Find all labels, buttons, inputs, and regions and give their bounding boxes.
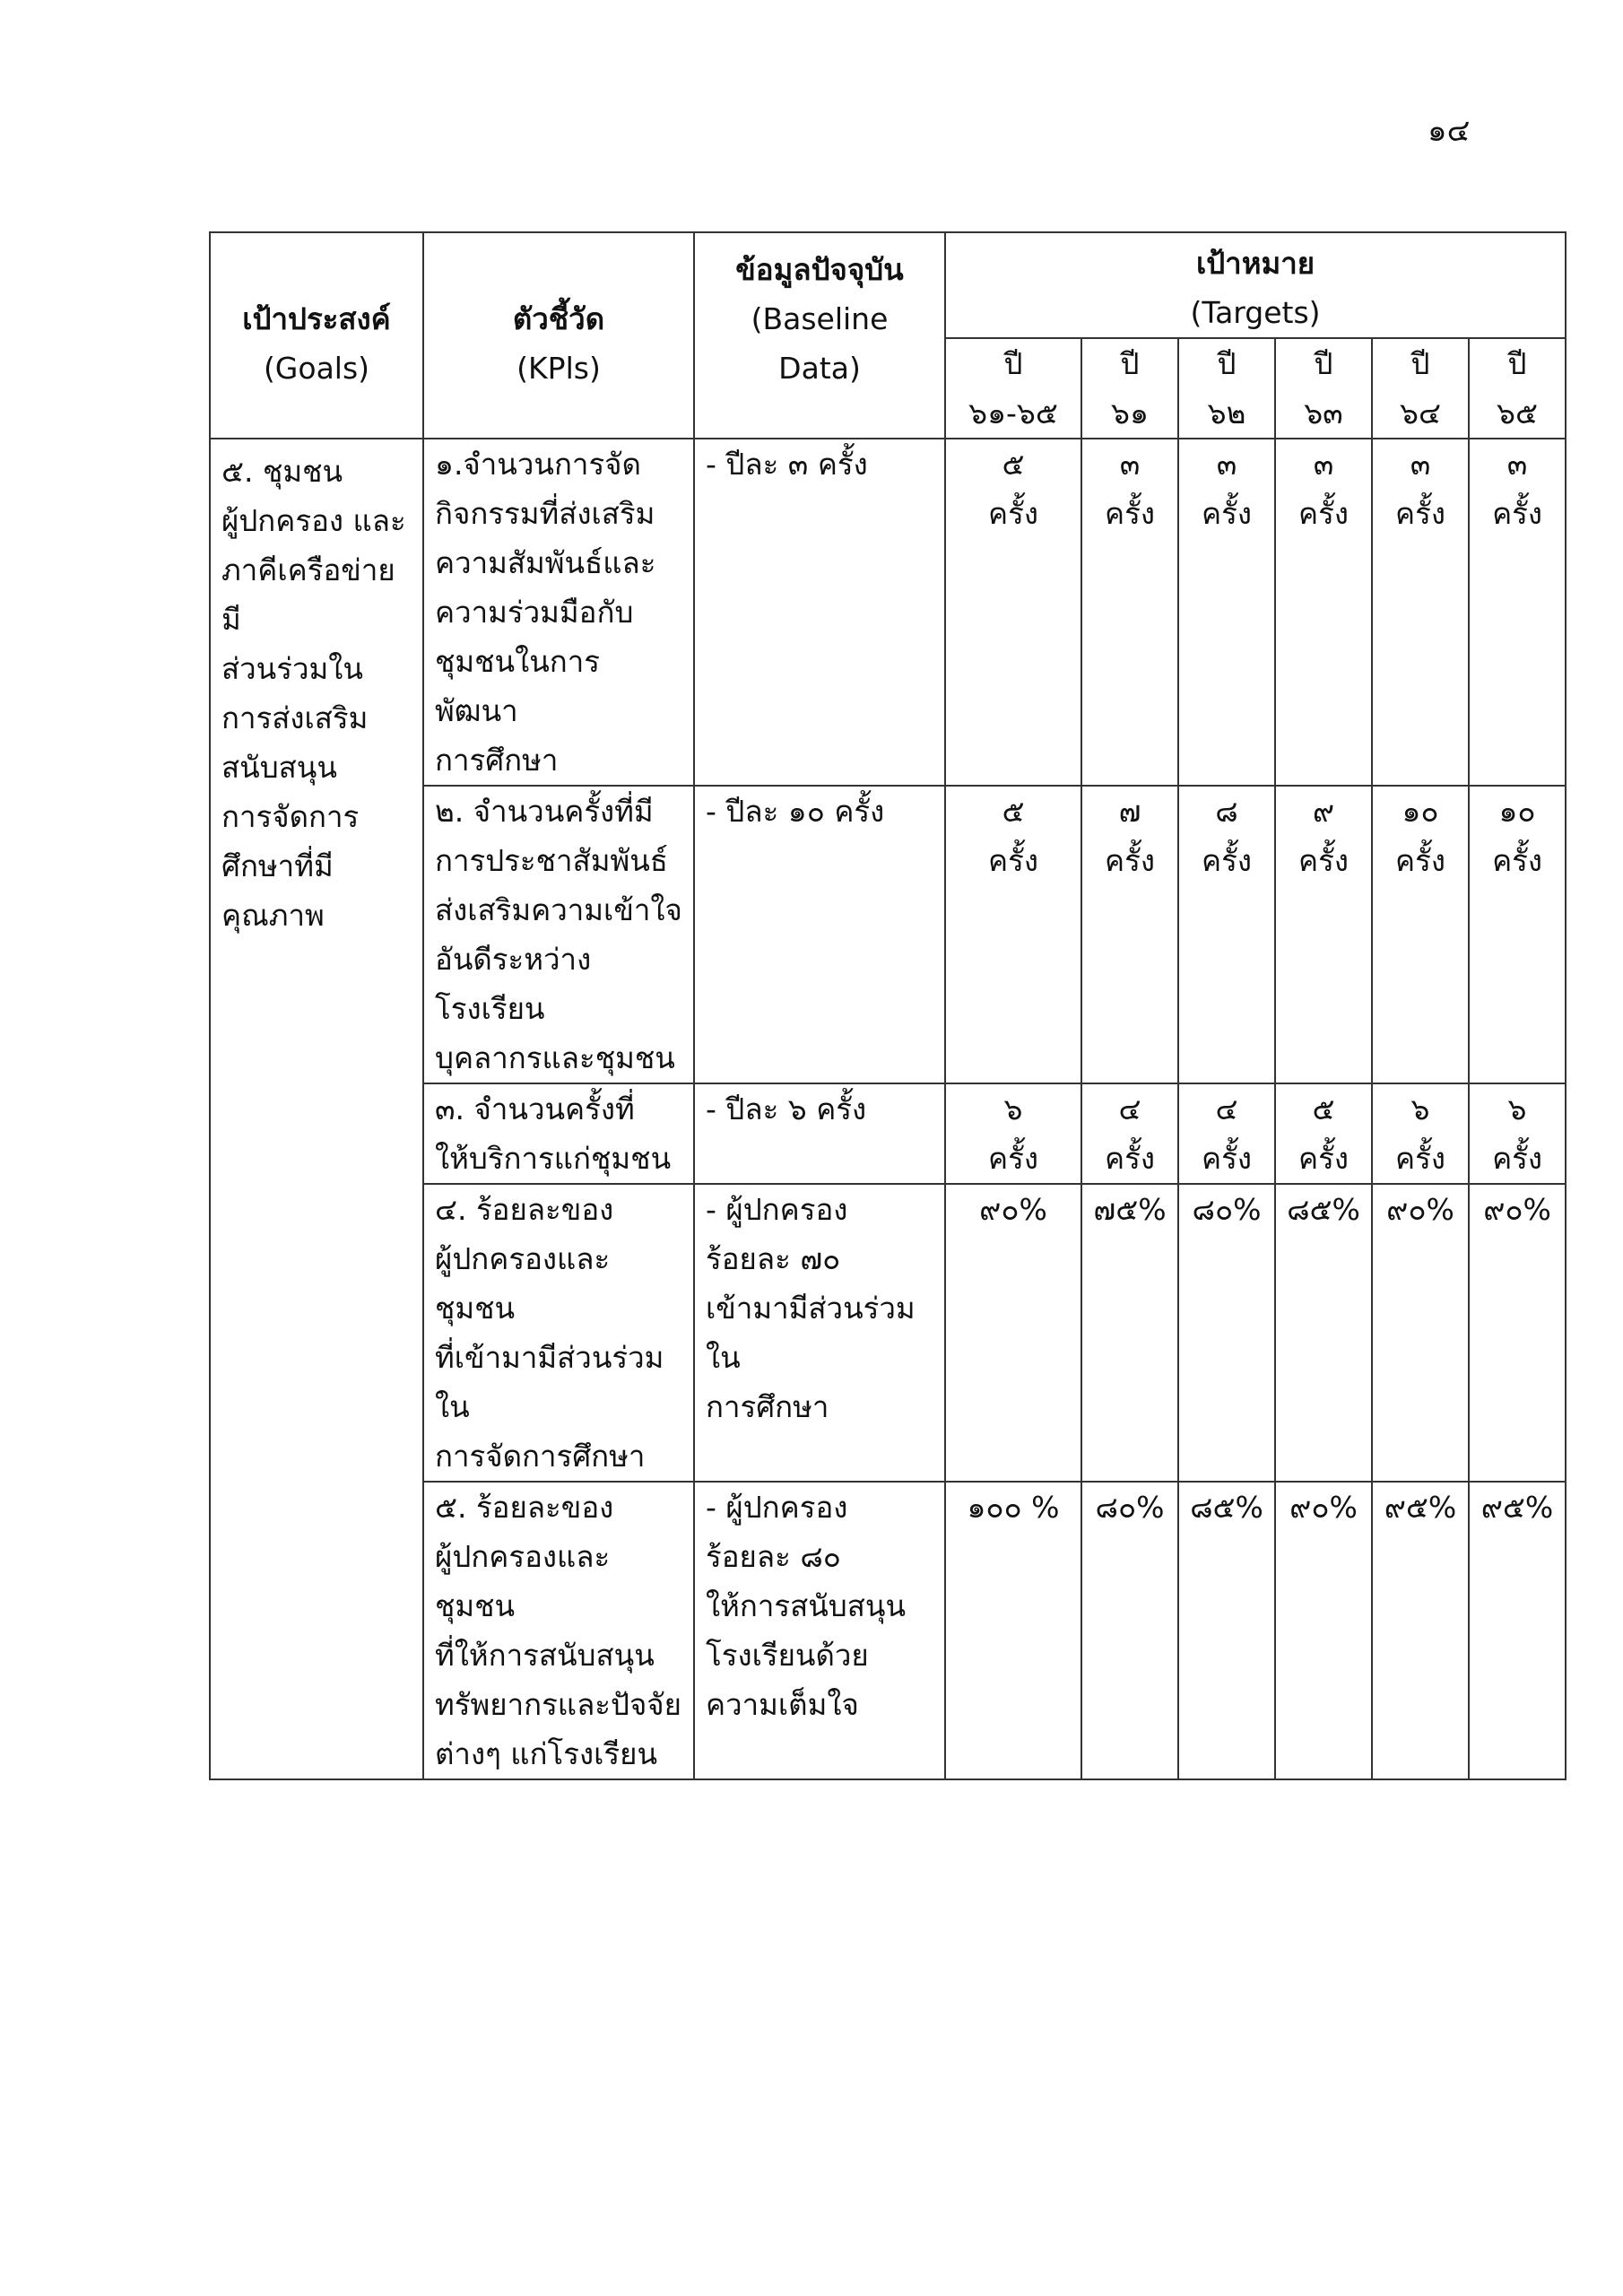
header-goals (210, 232, 423, 439)
target-cell (945, 439, 1081, 786)
goal-line: ภาคีเครือข่ายมี (221, 552, 395, 637)
table-row (210, 439, 1566, 786)
kpi-table (209, 231, 1567, 1780)
baseline-line: - ปีละ ๓ ครั้ง (706, 447, 868, 482)
target-value: ๙๐% (1483, 1192, 1551, 1227)
header-kpi (423, 232, 694, 439)
header-kpi-en: (KPls) (516, 351, 601, 386)
target-cell (1081, 1482, 1178, 1779)
header-targets (945, 232, 1566, 338)
target-unit: ครั้ง (1395, 1141, 1445, 1176)
header-baseline-th: ข้อมูลปัจจุบัน (735, 252, 904, 287)
header-year-0 (945, 338, 1081, 439)
baseline-cell (694, 1482, 945, 1779)
target-unit: ครั้ง (1492, 843, 1542, 878)
target-cell (1275, 439, 1372, 786)
kpi-line: ๓. จำนวนครั้งที่ (435, 1091, 635, 1126)
goal-line: การส่งเสริม (221, 700, 369, 735)
header-baseline-en: (Baseline Data) (751, 301, 889, 386)
header-year-2 (1178, 338, 1275, 439)
target-unit: ครั้ง (1105, 843, 1155, 878)
kpi-line: ผู้ปกครองและชุมชน (435, 1241, 611, 1326)
header-goals-en: (Goals) (263, 351, 370, 386)
kpi-line: ผู้ปกครองและชุมชน (435, 1539, 611, 1623)
kpi-line: ต่างๆ แก่โรงเรียน (435, 1736, 657, 1771)
baseline-line: - ปีละ ๖ ครั้ง (706, 1091, 867, 1126)
target-value: ๓ (1313, 447, 1334, 482)
header-kpi-th: ตัวชี้วัด (512, 301, 605, 336)
target-unit: ครั้ง (1298, 496, 1349, 531)
kpi-line: การศึกษา (435, 743, 559, 778)
target-value: ๑๐ (1402, 794, 1439, 829)
target-unit: ครั้ง (1202, 496, 1252, 531)
target-value: ๓ (1506, 447, 1528, 482)
target-unit: ครั้ง (1202, 1141, 1252, 1176)
header-targets-en: (Targets) (1190, 295, 1321, 330)
baseline-line: เข้ามามีส่วนร่วมใน (706, 1291, 916, 1375)
target-value: ๖ (1003, 1091, 1023, 1126)
baseline-line: ร้อยละ ๗๐ (706, 1241, 841, 1276)
header-year-4 (1372, 338, 1469, 439)
target-value: ๘๕% (1190, 1490, 1263, 1525)
kpi-line: ชุมชนในการพัฒนา (435, 644, 601, 728)
target-cell (1178, 439, 1275, 786)
target-unit: ครั้ง (988, 496, 1038, 531)
target-value: ๙๐% (1289, 1490, 1358, 1525)
baseline-line: - ปีละ ๑๐ ครั้ง (706, 794, 885, 829)
header-year-label: ๖๓ (1304, 396, 1343, 430)
header-year-prefix: ปี (1217, 346, 1237, 381)
kpi-cell (423, 439, 694, 786)
kpi-line: การจัดการศึกษา (435, 1439, 646, 1474)
kpi-line: ที่ให้การสนับสนุน (435, 1638, 655, 1673)
header-year-prefix: ปี (1314, 346, 1333, 381)
target-cell (1469, 786, 1566, 1083)
target-unit: ครั้ง (1298, 843, 1349, 878)
target-unit: ครั้ง (1105, 496, 1155, 531)
kpi-line: การประชาสัมพันธ์ (435, 843, 668, 878)
kpi-line: ๒. จำนวนครั้งที่มี (435, 794, 654, 829)
goal-line: ส่วนร่วมใน (221, 651, 363, 686)
page-number: ๑๔ (1428, 113, 1471, 149)
header-row-top (210, 232, 1566, 338)
header-year-5 (1469, 338, 1566, 439)
target-value: ๙๕% (1480, 1490, 1554, 1525)
target-cell (1469, 1482, 1566, 1779)
target-value: ๖ (1410, 1091, 1430, 1126)
target-cell (1178, 786, 1275, 1083)
goal-cell (210, 439, 423, 1779)
target-value: ๗ (1118, 794, 1141, 829)
kpi-line: กิจกรรมที่ส่งเสริม (435, 496, 655, 531)
header-baseline (694, 232, 945, 439)
header-year-1 (1081, 338, 1178, 439)
baseline-cell (694, 1083, 945, 1184)
target-unit: ครั้ง (1395, 496, 1445, 531)
kpi-line: ๔. ร้อยละของ (435, 1192, 614, 1227)
target-cell (1081, 439, 1178, 786)
target-cell (1275, 1083, 1372, 1184)
target-value: ๓ (1119, 447, 1141, 482)
target-cell (945, 786, 1081, 1083)
baseline-line: - ผู้ปกครอง (706, 1192, 848, 1227)
kpi-line: บุคลากรและชุมชน (435, 1040, 675, 1075)
kpi-line: ทรัพยากรและปัจจัย (435, 1687, 681, 1722)
header-targets-th: เป้าหมาย (1195, 246, 1315, 281)
target-cell (1469, 1184, 1566, 1482)
target-value: ๖ (1507, 1091, 1527, 1126)
baseline-cell (694, 439, 945, 786)
header-year-prefix: ปี (1410, 346, 1430, 381)
target-value: ๘๕% (1287, 1192, 1360, 1227)
header-year-label: ๖๕ (1497, 396, 1538, 430)
kpi-line: ๕. ร้อยละของ (435, 1490, 614, 1525)
header-year-prefix: ปี (1003, 346, 1023, 381)
target-value: ๔ (1118, 1091, 1141, 1126)
header-year-label: ๖๑ (1111, 396, 1149, 430)
kpi-line: ความสัมพันธ์และ (435, 545, 656, 580)
target-cell (1469, 439, 1566, 786)
kpi-cell (423, 1184, 694, 1482)
target-value: ๑๐๐ % (967, 1490, 1060, 1525)
target-unit: ครั้ง (1202, 843, 1252, 878)
target-cell (1372, 1083, 1469, 1184)
kpi-line: อันดีระหว่างโรงเรียน (435, 942, 592, 1026)
header-year-label: ๖๔ (1400, 396, 1441, 430)
target-value: ๓ (1410, 447, 1431, 482)
goal-line: คุณภาพ (221, 898, 325, 933)
target-cell (1469, 1083, 1566, 1184)
target-cell (1372, 1482, 1469, 1779)
goal-line: การจัดการ (221, 799, 360, 834)
target-value: ๗๕% (1093, 1192, 1167, 1227)
baseline-line: ให้การสนับสนุน (706, 1588, 907, 1623)
target-unit: ครั้ง (988, 843, 1038, 878)
target-value: ๕ (1002, 794, 1025, 829)
kpi-line: ที่เข้ามามีส่วนร่วมใน (435, 1340, 664, 1424)
kpi-cell (423, 1482, 694, 1779)
header-year-3 (1275, 338, 1372, 439)
target-cell (1372, 439, 1469, 786)
target-cell (1275, 1184, 1372, 1482)
target-value: ๔ (1215, 1091, 1238, 1126)
target-cell (1178, 1184, 1275, 1482)
target-value: ๙ (1312, 794, 1335, 829)
target-cell (1178, 1482, 1275, 1779)
target-unit: ครั้ง (1298, 1141, 1349, 1176)
target-cell (1275, 786, 1372, 1083)
target-value: ๓ (1216, 447, 1237, 482)
target-unit: ครั้ง (1492, 496, 1542, 531)
kpi-line: ให้บริการแก่ชุมชน (435, 1141, 672, 1176)
target-cell (1081, 786, 1178, 1083)
target-cell (1081, 1083, 1178, 1184)
header-goals-th: เป้าประสงค์ (242, 301, 391, 336)
target-unit: ครั้ง (1492, 1141, 1542, 1176)
header-year-prefix: ปี (1507, 346, 1527, 381)
target-unit: ครั้ง (988, 1141, 1038, 1176)
header-year-label: ๖๑-๖๕ (968, 396, 1058, 430)
header-year-label: ๖๒ (1207, 396, 1246, 430)
kpi-cell (423, 1083, 694, 1184)
baseline-line: การศึกษา (706, 1389, 829, 1424)
target-value: ๘๐% (1192, 1192, 1262, 1227)
target-value: ๙๕% (1384, 1490, 1457, 1525)
baseline-line: ความเต็มใจ (706, 1687, 859, 1722)
baseline-line: - ผู้ปกครอง (706, 1490, 848, 1525)
baseline-line: ร้อยละ ๘๐ (706, 1539, 841, 1574)
target-value: ๙๐% (979, 1192, 1047, 1227)
header-year-prefix: ปี (1120, 346, 1140, 381)
kpi-cell (423, 786, 694, 1083)
target-unit: ครั้ง (1105, 1141, 1155, 1176)
kpi-line: ส่งเสริมความเข้าใจ (435, 892, 682, 927)
goal-line: ศึกษาที่มี (221, 848, 334, 883)
target-unit: ครั้ง (1395, 843, 1445, 878)
target-value: ๑๐ (1498, 794, 1536, 829)
goal-line: สนับสนุน (221, 750, 337, 785)
baseline-line: โรงเรียนด้วย (706, 1638, 869, 1673)
target-cell (945, 1184, 1081, 1482)
target-cell (1372, 1184, 1469, 1482)
target-value: ๘๐% (1095, 1490, 1165, 1525)
target-cell (1372, 786, 1469, 1083)
target-value: ๘ (1215, 794, 1238, 829)
target-cell (1178, 1083, 1275, 1184)
target-cell (945, 1083, 1081, 1184)
baseline-cell (694, 786, 945, 1083)
target-value: ๕ (1312, 1091, 1335, 1126)
kpi-line: ความร่วมมือกับ (435, 595, 634, 630)
goal-line: ๕. ชุมชน (221, 454, 343, 489)
target-value: ๕ (1002, 447, 1025, 482)
target-cell (1081, 1184, 1178, 1482)
kpi-line: ๑.จำนวนการจัด (435, 447, 641, 482)
goal-line: ผู้ปกครอง และ (221, 503, 406, 538)
target-value: ๙๐% (1386, 1192, 1454, 1227)
baseline-cell (694, 1184, 945, 1482)
target-cell (945, 1482, 1081, 1779)
target-cell (1275, 1482, 1372, 1779)
